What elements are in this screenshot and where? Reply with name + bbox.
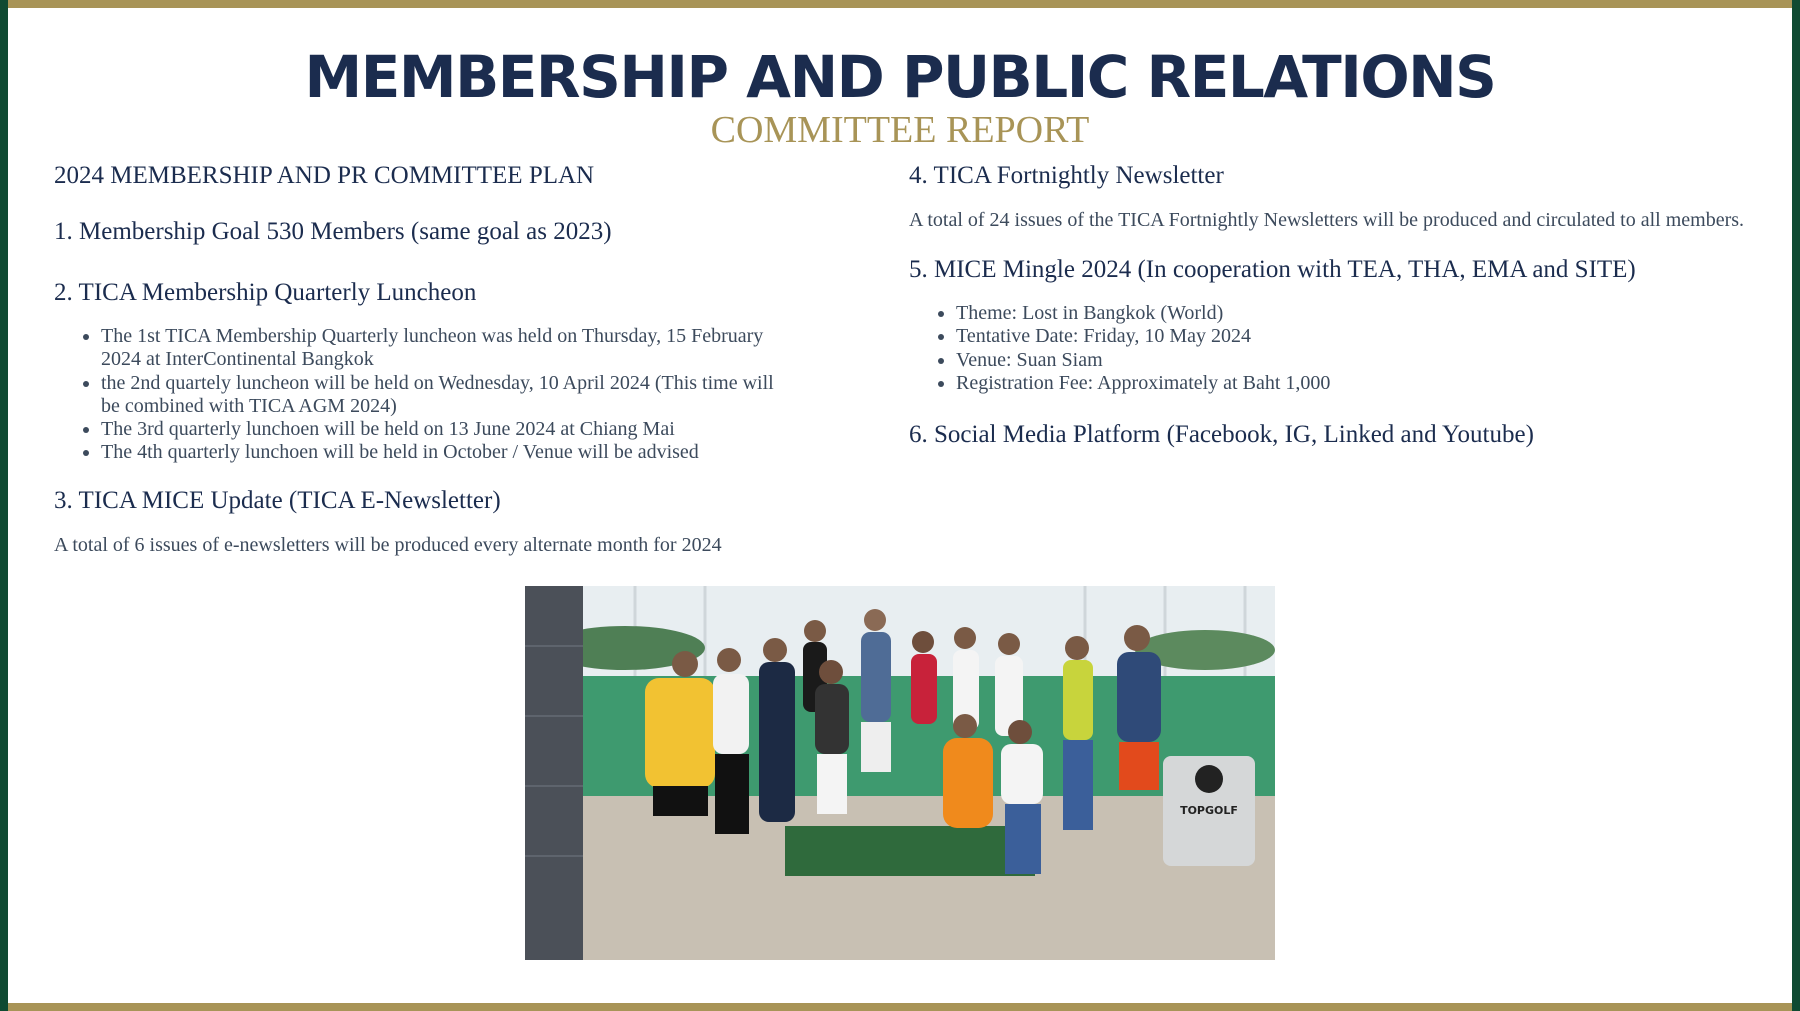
- page-title: MEMBERSHIP AND PUBLIC RELATIONS: [304, 43, 1496, 111]
- top-gold-border: [0, 0, 1800, 8]
- section1-heading: 1. Membership Goal 530 Members (same goal as 2023): [54, 218, 612, 245]
- section6-heading: 6. Social Media Platform (Facebook, IG, Linked and Youtube): [909, 421, 1534, 449]
- mice-mingle-list: [909, 302, 1759, 395]
- plan-heading: 2024 MEMBERSHIP AND PR COMMITTEE PLAN: [54, 162, 595, 189]
- list-item: • Tentative Date: Friday, 10 May 2024: [956, 325, 1759, 348]
- section4-text: A total of 24 issues of the TICA Fortnightly Newsletters will be produced and circulated to all members.: [909, 209, 1745, 231]
- list-item: • The 3rd quarterly lunchoen will be held on 13 June 2024 at Chiang Mai: [101, 418, 884, 441]
- bottom-gold-border: [0, 1003, 1800, 1011]
- list-item: • Venue: Suan Siam: [956, 349, 1759, 372]
- list-item: • The 4th quarterly lunchoen will be held in October / Venue will be advised: [101, 441, 884, 464]
- section3-text: A total of 6 issues of e-newsletters will be produced every alternate month for 2024: [54, 533, 722, 556]
- topgolf-sign-text: TOPGOLF: [1180, 804, 1238, 817]
- list-item: • Registration Fee: Approximately at Baht 1,000: [956, 372, 1759, 395]
- luncheon-list: [54, 325, 884, 465]
- left-column: [54, 160, 884, 557]
- section3-heading: 3. TICA MICE Update (TICA E-Newsletter): [54, 486, 501, 514]
- list-item: • Theme: Lost in Bangkok (World): [956, 302, 1759, 325]
- list-item: • the 2nd quartely luncheon will be held on Wednesday, 10 April 2024 (This time will be combined with TICA AGM 2024): [101, 372, 781, 419]
- section2-heading: 2. TICA Membership Quarterly Luncheon: [54, 279, 477, 306]
- section4-heading: 4. TICA Fortnightly Newsletter: [909, 162, 1224, 189]
- section5-heading: 5. MICE Mingle 2024 (In cooperation with TEA, THA, EMA and SITE): [909, 256, 1636, 283]
- list-item: • The 1st TICA Membership Quarterly luncheon was held on Thursday, 15 February 2024 at InterContinental Bangkok: [101, 325, 781, 372]
- right-column: [909, 160, 1759, 451]
- group-photo: [525, 586, 1275, 960]
- page-subtitle: COMMITTEE REPORT: [710, 109, 1090, 151]
- group-photo-illustration: [525, 586, 1275, 960]
